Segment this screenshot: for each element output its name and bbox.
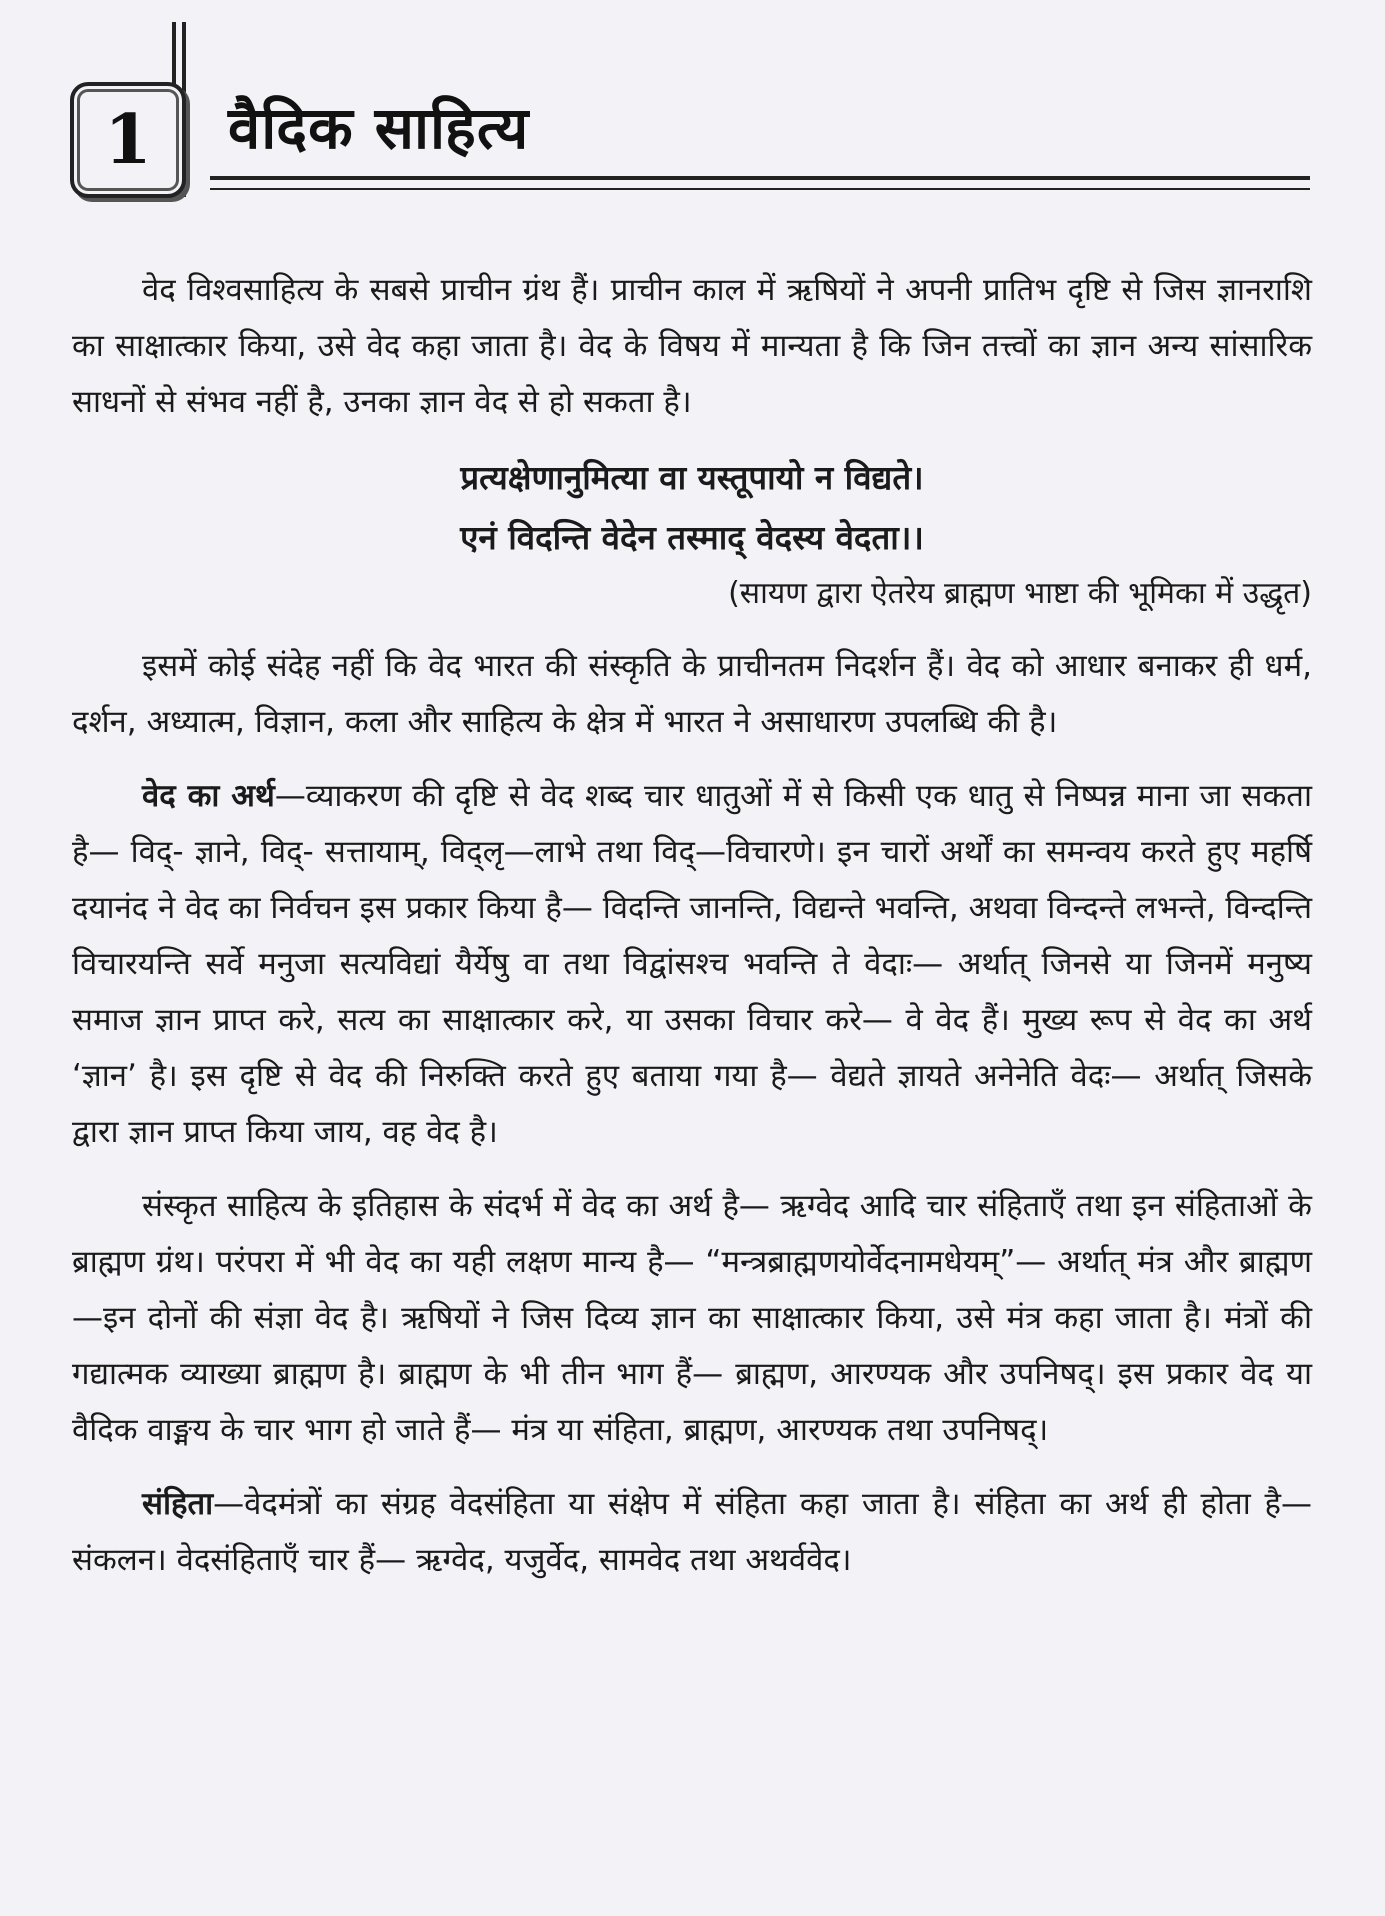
- paragraph: वेद विश्वसाहित्य के सबसे प्राचीन ग्रंथ हैं। प्राचीन काल में ऋषियों ने अपनी प्रातिभ दृष्टि से जिस ज्ञानराशि का साक्षात्कार किया, उसे वेद कहा जाता है। वेद के विषय में मान्यता है कि जिन तत्त्वों का ज्ञान अन्य सांसारिक साधनों से संभव नहीं है, उनका ज्ञान वेद से हो सकता है।: [72, 272, 1312, 420]
- paragraph-text: —वेदमंत्रों का संग्रह वेदसंहिता या संक्षेप में संहिता कहा जाता है। संहिता का अर्थ ही होता है—संकलन। वेदसंहिताएँ चार हैं— ऋग्वेद, यजुर्वेद, सामवेद तथा अथर्ववेद।: [72, 1486, 1312, 1578]
- chapter-title: वैदिक साहित्य: [228, 94, 530, 162]
- section-term: वेद का अर्थ: [142, 778, 275, 814]
- section-term: संहिता: [142, 1486, 214, 1522]
- chapter-number-frame: [70, 82, 186, 198]
- paragraph: [72, 1476, 1312, 1588]
- body-text: [72, 262, 1312, 1606]
- sanskrit-verse: [72, 448, 1312, 568]
- verse-source: (सायण द्वारा ऐतरेय ब्राह्मण भाष्टा की भूमिका में उद्धृत): [728, 576, 1312, 611]
- chapter-number: 1: [104, 100, 152, 180]
- title-rule: [210, 188, 1310, 190]
- chapter-number-box: [58, 22, 193, 197]
- paragraph: इसमें कोई संदेह नहीं कि वेद भारत की संस्कृति के प्राचीनतम निदर्शन हैं। वेद को आधार बनाकर ही धर्म, दर्शन, अध्यात्म, विज्ञान, कला और साहित्य के क्षेत्र में भारत ने असाधारण उपलब्धि की है।: [72, 648, 1312, 740]
- verse-line: प्रत्यक्षेणानुमित्या वा यस्तूपायो न विद्यते।: [460, 458, 924, 497]
- paragraph: [72, 768, 1312, 1160]
- paragraph: संस्कृत साहित्य के इतिहास के संदर्भ में वेद का अर्थ है— ऋग्वेद आदि चार संहिताएँ तथा इन संहिताओं के ब्राह्मण ग्रंथ। परंपरा में भी वेद का यही लक्षण मान्य है— “मन्त्रब्राह्मणयोर्वेदनामधेयम्”— अर्थात् मंत्र और ब्राह्मण—इन दोनों की संज्ञा वेद है। ऋषियों ने जिस दिव्य ज्ञान का साक्षात्कार किया, उसे मंत्र कहा जाता है। मंत्रों की गद्यात्मक व्याख्या ब्राह्मण है। ब्राह्मण के भी तीन भाग हैं— ब्राह्मण, आरण्यक और उपनिषद्। इस प्रकार वेद या वैदिक वाङ्मय के चार भाग हो जाते हैं— मंत्र या संहिता, ब्राह्मण, आरण्यक तथा उपनिषद्।: [72, 1188, 1312, 1448]
- title-rule: [210, 176, 1310, 180]
- verse-line: एनं विदन्ति वेदेन तस्माद् वेदस्य वेदता।।: [460, 518, 924, 557]
- paragraph-text: —व्याकरण की दृष्टि से वेद शब्द चार धातुओं में से किसी एक धातु से निष्पन्न माना जा सकता है— विद्- ज्ञाने, विद्- सत्तायाम्, विद्लृ—लाभे तथा विद्—विचारणे। इन चारों अर्थों का समन्वय करते हुए महर्षि दयानंद ने वेद का निर्वचन इस प्रकार किया है— विदन्ति जानन्ति, विद्यन्ते भवन्ति, अथवा विन्दन्ते लभन्ते, विन्दन्ति विचारयन्ति सर्वे मनुजा सत्यविद्यां यैर्येषु वा तथा विद्वांसश्च भवन्ति ते वेदाः— अर्थात् जिनसे या जिनमें मनुष्य समाज ज्ञान प्राप्त करे, सत्य का साक्षात्कार करे, या उसका विचार करे— वे वेद हैं। मुख्य रूप से वेद का अर्थ ‘ज्ञान’ है। इस दृष्टि से वेद की निरुक्ति करते हुए बताया गया है— वेद्यते ज्ञायते अनेनेति वेदः— अर्थात् जिसके द्वारा ज्ञान प्राप्त किया जाय, वह वेद है।: [72, 778, 1312, 1150]
